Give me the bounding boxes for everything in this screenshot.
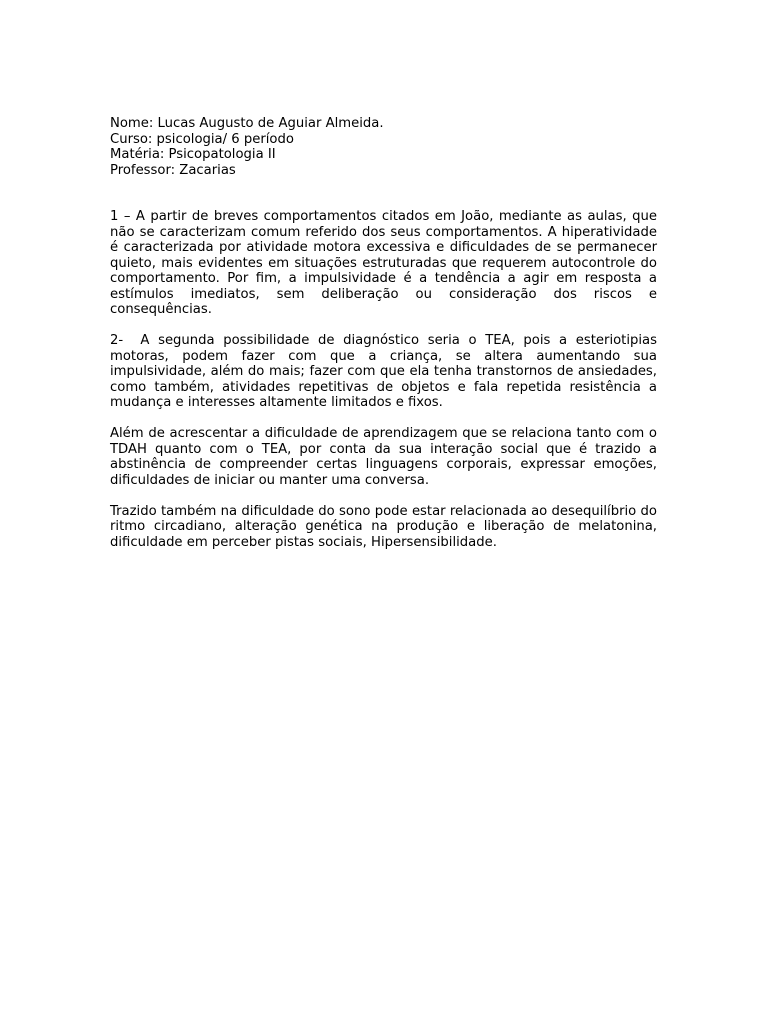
student-name: Nome: Lucas Augusto de Aguiar Almeida. (110, 116, 384, 131)
subject-line: Matéria: Psicopatologia II (110, 147, 276, 162)
paragraph-4: Trazido também na dificuldade do sono pode estar relacionada ao desequilíbrio do ritmo circadiano, alteração genética na produção e liberação de melatonina, dificuldade em perceber pistas sociais, Hipersensibilidade. (110, 503, 657, 550)
paragraph-3: Além de acrescentar a dificuldade de aprendizagem que se relaciona tanto com o TDAH quanto com o TEA, por conta da sua interação social que é trazido a abstinência de compreender certas linguagens corporais, expressar emoções, dificuldades de iniciar ou manter uma conversa. (110, 426, 657, 488)
paragraph-2: 2- A segunda possibilidade de diagnóstico seria o TEA, pois a esteriotipias motoras, podem fazer com que a criança, se altera aumentando sua impulsividade, além do mais; fazer com que ela tenha transtornos de ansiedades, como também, atividades repetitivas de objetos e fala repetida resistência a mudança e interesses altamente limitados e fixos. (110, 333, 662, 410)
course-line: Curso: psicologia/ 6 período (110, 131, 294, 147)
document-header (110, 116, 657, 178)
professor-line: Professor: Zacarias (110, 162, 236, 178)
document-page (110, 116, 662, 566)
paragraph-1: 1 – A partir de breves comportamentos citados em João, mediante as aulas, que não se caracterizam comum referido dos seus comportamentos. A hiperatividade é caracterizada por atividade motora excessiva e dificuldades de se permanecer quieto, mais evidentes em situações estruturadas que requerem autocontrole do comportamento. Por fim, a impulsividade é a tendência a agir em resposta a estímulos imediatos, sem deliberação ou consideração dos riscos e consequências. (110, 209, 657, 317)
